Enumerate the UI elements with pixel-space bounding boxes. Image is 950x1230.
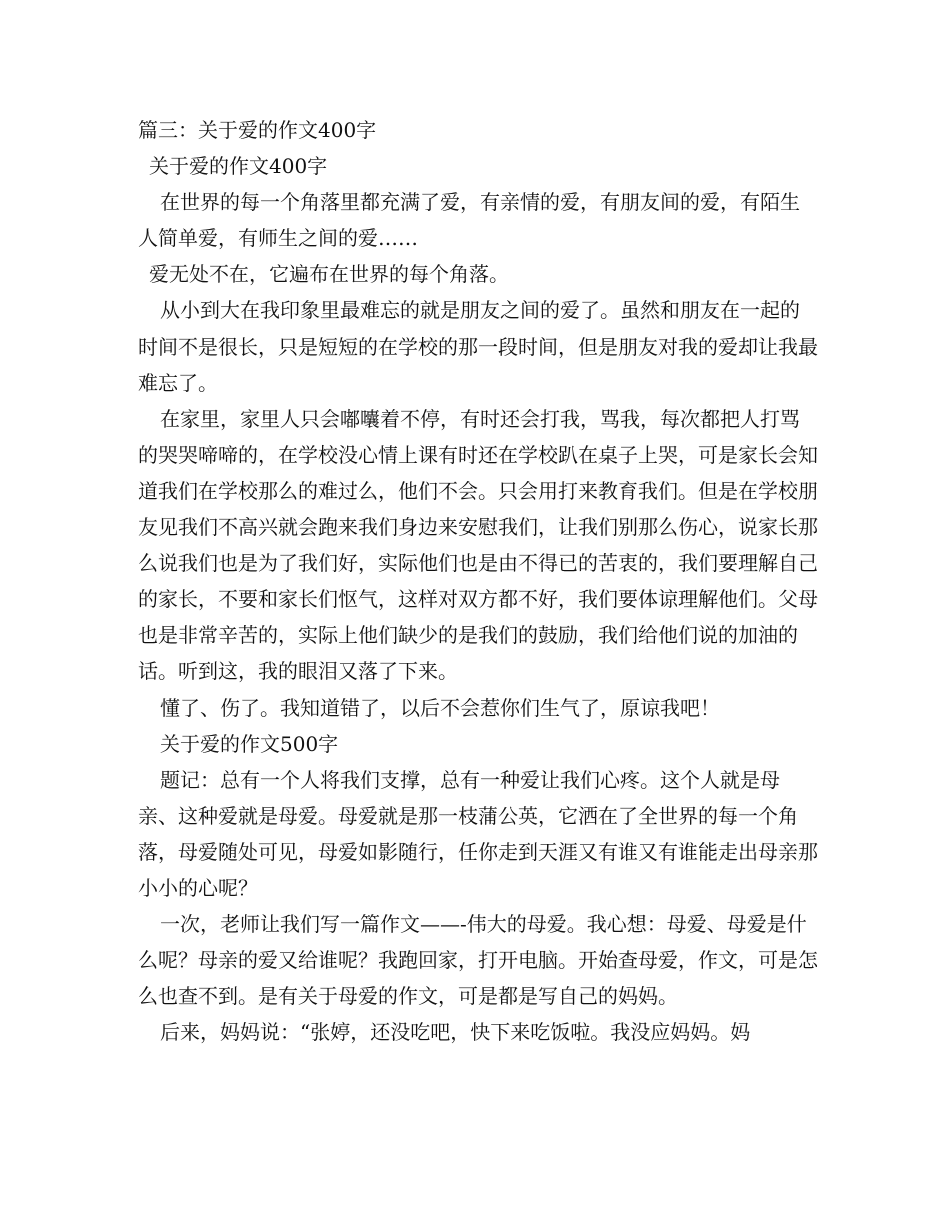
paragraph: 一次，老师让我们写一篇作文——-伟大的母爱。我心想：母爱、母爱是什么呢？母亲的爱又给谁呢？我跑回家，打开电脑。开始查母爱，作文，可是怎么也查不到。是有关于母爱的作文，可是都是写自己的妈妈。 [138, 912, 818, 1009]
document-body [138, 148, 818, 1050]
document-page [138, 112, 818, 1050]
document-heading: 篇三：关于爱的作文400字 [138, 118, 377, 142]
paragraph: 懂了、伤了。我知道错了，以后不会惹你们生气了，原谅我吧！ [160, 695, 720, 720]
paragraph: 后来，妈妈说：“张婷，还没吃吧，快下来吃饭啦。我没应妈妈。妈 [160, 1020, 751, 1045]
paragraph: 从小到大在我印象里最难忘的就是朋友之间的爱了。虽然和朋友在一起的时间不是很长，只是短短的在学校的那一段时间，但是朋友对我的爱却让我最难忘了。 [138, 298, 818, 395]
paragraph: 关于爱的作文400字 [149, 154, 328, 179]
paragraph: 在世界的每一个角落里都充满了爱，有亲情的爱，有朋友间的爱，有陌生人简单爱，有师生之间的爱…… [138, 190, 800, 251]
paragraph: 关于爱的作文500字 [160, 731, 339, 756]
paragraph: 爱无处不在，它遍布在世界的每个角落。 [149, 262, 509, 287]
paragraph: 题记：总有一个人将我们支撑，总有一种爱让我们心疼。这个人就是母亲、这种爱就是母爱。母爱就是那一枝蒲公英，它洒在了全世界的每一个角落，母爱随处可见，母爱如影随行，任你走到天涯又有谁又有谁能走出母亲那小小的心呢？ [138, 767, 818, 900]
paragraph: 在家里，家里人只会嘟囔着不停，有时还会打我，骂我，每次都把人打骂的哭哭啼啼的，在学校没心情上课有时还在学校趴在桌子上哭，可是家长会知道我们在学校那么的难过么，他们不会。只会用打来教育我们。但是在学校朋友见我们不高兴就会跑来我们身边来安慰我们，让我们别那么伤心，说家长那么说我们也是为了我们好，实际他们也是由不得已的苦衷的，我们要理解自己的家长，不要和家长们怄气，这样对双方都不好，我们要体谅理解他们。父母也是非常辛苦的，实际上他们缺少的是我们的鼓励，我们给他们说的加油的话。听到这，我的眼泪又落了下来。 [138, 406, 818, 684]
